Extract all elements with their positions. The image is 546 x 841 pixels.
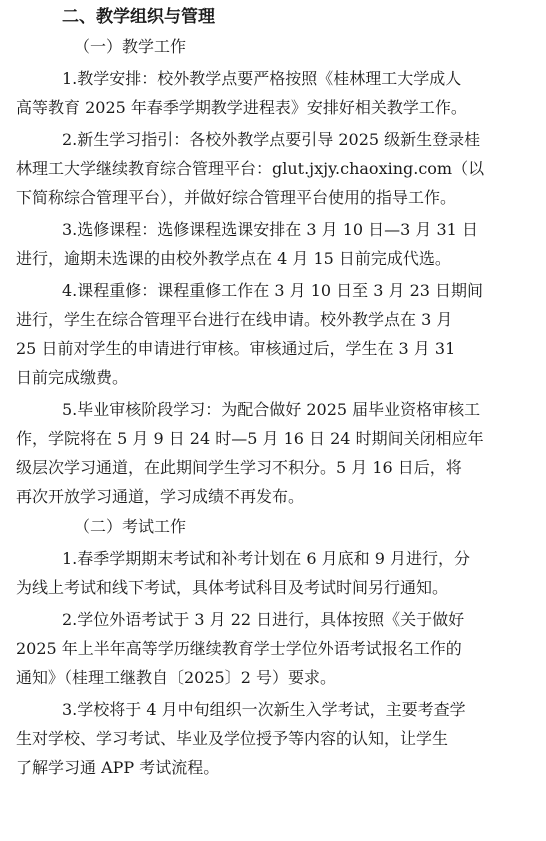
paragraph-line: 为线上考试和线下考试，具体考试科目及考试时间另行通知。 — [16, 578, 449, 597]
paragraph-line: 4.课程重修：课程重修工作在 3 月 10 日至 3 月 23 日期间 — [62, 281, 484, 300]
paragraph-line: 通知》（桂理工继教自〔2025〕2 号）要求。 — [16, 668, 336, 687]
paragraph-line: 2025 年上半年高等学历继续教育学士学位外语考试报名工作的 — [16, 639, 462, 658]
paragraph-line: 林理工大学继续教育综合管理平台：glut.jxjy.chaoxing.com（以 — [16, 159, 485, 178]
paragraph-line: 进行，学生在综合管理平台进行在线申请。校外教学点在 3 月 — [16, 310, 453, 329]
subsection-title-exam: （二）考试工作 — [74, 517, 187, 536]
paragraph-line: 1.教学安排：校外教学点要严格按照《桂林理工大学成人 — [62, 69, 462, 88]
paragraph-teaching-5 — [16, 395, 532, 511]
paragraph-line: 进行，逾期未选课的由校外教学点在 4 月 15 日前完成代选。 — [16, 249, 451, 268]
paragraph-line: 再次开放学习通道，学习成绩不再发布。 — [16, 487, 305, 506]
paragraph-line: 2.学位外语考试于 3 月 22 日进行，具体按照《关于做好 — [62, 610, 465, 629]
paragraph-line: 2.新生学习指引：各校外教学点要引导 2025 级新生登录桂 — [62, 130, 481, 149]
paragraph-line: 25 日前对学生的申请进行审核。审核通过后，学生在 3 月 31 — [16, 339, 456, 358]
paragraph-line: 3.选修课程：选修课程选课安排在 3 月 10 日—3 月 31 日 — [62, 220, 478, 239]
paragraph-exam-1 — [16, 544, 532, 602]
paragraph-line: 作，学院将在 5 月 9 日 24 时—5 月 16 日 24 时期间关闭相应年 — [16, 429, 484, 448]
paragraph-teaching-1 — [16, 64, 532, 122]
paragraph-line: 生对学校、学习考试、毕业及学位授予等内容的认知，让学生 — [16, 729, 449, 748]
paragraph-exam-3 — [16, 695, 532, 782]
paragraph-line: 1.春季学期期末考试和补考计划在 6 月底和 9 月进行，分 — [62, 549, 470, 568]
paragraph-line: 3.学校将于 4 月中旬组织一次新生入学考试，主要考查学 — [62, 700, 466, 719]
paragraph-line: 日前完成缴费。 — [16, 368, 129, 387]
paragraph-line: 级层次学习通道，在此期间学生学习不积分。5 月 16 日后，将 — [16, 458, 462, 477]
paragraph-teaching-2 — [16, 125, 532, 212]
subsection-title-teaching: （一）教学工作 — [74, 37, 187, 56]
paragraph-teaching-3 — [16, 215, 532, 273]
paragraph-line: 了解学习通 APP 考试流程。 — [16, 758, 220, 777]
paragraph-line: 5.毕业审核阶段学习：为配合做好 2025 届毕业资格审核工 — [62, 400, 481, 419]
section-title: 二、教学组织与管理 — [62, 7, 215, 27]
paragraph-line: 高等教育 2025 年春季学期教学进程表》安排好相关教学工作。 — [16, 98, 467, 117]
paragraph-teaching-4 — [16, 276, 532, 392]
paragraph-exam-2 — [16, 605, 532, 692]
paragraph-line: 下简称综合管理平台），并做好综合管理平台使用的指导工作。 — [16, 188, 457, 207]
